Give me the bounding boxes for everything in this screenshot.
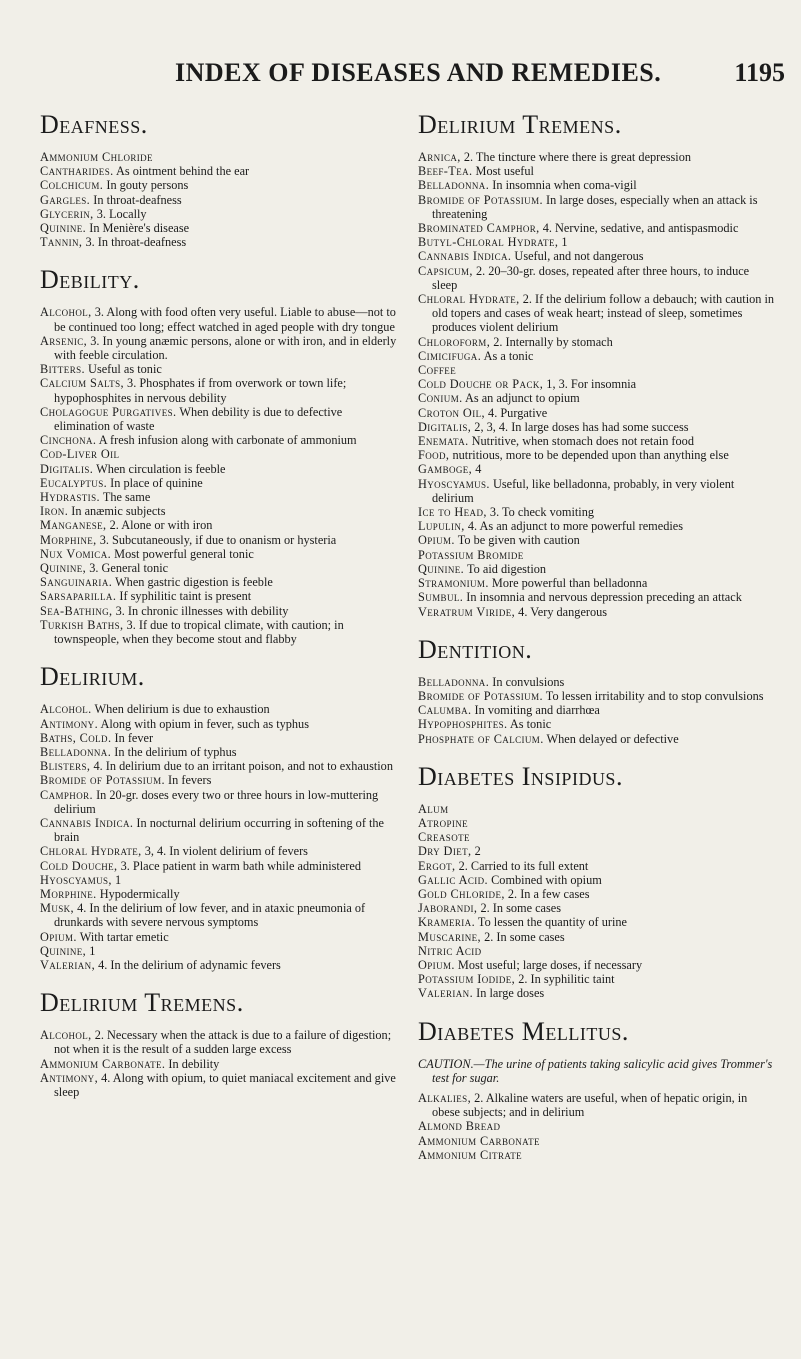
remedy-name: Digitalis, [418, 419, 472, 434]
remedy-name: Sarsaparilla. [40, 589, 117, 604]
remedy-name: Sea-Bathing, [40, 603, 113, 618]
remedy-description: 2. In syphilitic taint [515, 972, 615, 987]
remedy-entry [418, 420, 776, 434]
remedy-name: Opium. [418, 533, 455, 548]
remedy-description: 4. In delirium due to an irritant poison, and not to exhaustion [90, 759, 393, 774]
remedy-description: 2. In a few cases [504, 886, 590, 901]
remedy-description: Along with opium in fever, such as typhus [98, 716, 309, 731]
remedy-entry [40, 859, 398, 873]
remedy-name: Camphor. [40, 787, 93, 802]
remedy-entry [418, 533, 776, 547]
remedy-name: Turkish Baths, [40, 617, 124, 632]
remedy-entry [40, 575, 398, 589]
remedy-name: Cimicifuga. [418, 348, 482, 363]
remedy-name: Gold Chloride, [418, 886, 505, 901]
remedy-entry [40, 518, 398, 532]
section-heading: Delirium. [40, 662, 145, 692]
remedy-description: As an adjunct to opium [462, 391, 580, 406]
remedy-entry [418, 972, 776, 986]
remedy-name: Chloral Hydrate, [40, 844, 142, 859]
remedy-description: In Menière's disease [86, 221, 190, 236]
remedy-entry [418, 1119, 776, 1133]
remedy-name: Capsicum, [418, 263, 473, 278]
remedy-description: In large doses [473, 986, 545, 1001]
remedy-name: Bromide of Potassium. [418, 688, 543, 703]
remedy-name: Quinine, [40, 943, 87, 958]
remedy-name: Muscarine, [418, 929, 482, 944]
remedy-entry [40, 447, 398, 461]
remedy-entry [418, 816, 776, 830]
remedy-entry [418, 406, 776, 420]
remedy-entry [418, 562, 776, 576]
remedy-description: A fresh infusion along with carbonate of ammonium [96, 433, 357, 448]
remedy-name: Bromide of Potassium. [40, 773, 165, 788]
page-title: INDEX OF DISEASES AND REMEDIES. [175, 58, 662, 87]
remedy-description: In place of quinine [107, 475, 203, 490]
remedy-name: Digitalis. [40, 461, 94, 476]
remedy-description: To be given with caution [454, 533, 580, 548]
remedy-name: Belladonna. [418, 674, 490, 689]
remedy-entry [40, 816, 398, 844]
remedy-description: 3. To check vomiting [486, 505, 595, 520]
remedy-entry [40, 547, 398, 561]
remedy-entry [418, 519, 776, 533]
remedy-name: Blisters, [40, 759, 91, 774]
remedy-description: 1 [558, 235, 568, 250]
remedy-entry [418, 548, 776, 562]
remedy-entry [40, 376, 398, 404]
remedy-name: Cinchona. [40, 433, 97, 448]
remedy-description: 4. Very dangerous [515, 604, 608, 619]
remedy-entry [418, 830, 776, 844]
remedy-entry [418, 1134, 776, 1148]
remedy-name: Ammonium Carbonate [418, 1133, 540, 1148]
remedy-entry [418, 901, 776, 915]
remedy-entry [40, 1028, 398, 1056]
remedy-description: When gastric digestion is feeble [112, 575, 273, 590]
remedy-name: Valerian, [40, 957, 96, 972]
remedy-description: 1 [86, 943, 96, 958]
remedy-name: Belladonna. [418, 178, 490, 193]
remedy-entry [418, 377, 776, 391]
remedy-description: More powerful than belladonna [488, 576, 648, 591]
remedy-description: To lessen the quantity of urine [475, 915, 627, 930]
remedy-entry [418, 164, 776, 178]
remedy-name: Enemata. [418, 434, 469, 449]
remedy-name: Tannin, [40, 235, 83, 250]
remedy-entry [418, 717, 776, 731]
remedy-description: 2. Carried to its full extent [455, 858, 589, 873]
remedy-entry [40, 759, 398, 773]
remedy-name: Cannabis Indica. [418, 249, 512, 264]
remedy-entry [418, 505, 776, 519]
remedy-entry [40, 334, 398, 362]
remedy-entry [40, 788, 398, 816]
remedy-entry [40, 844, 398, 858]
remedy-entry [40, 873, 398, 887]
remedy-description: As ointment behind the ear [113, 164, 250, 179]
remedy-description: Hypodermically [96, 886, 180, 901]
remedy-name: Ammonium Citrate [418, 1147, 523, 1162]
remedy-entry [40, 944, 398, 958]
remedy-entry [40, 207, 398, 221]
remedy-description: Useful, and not dangerous [511, 249, 644, 264]
remedy-entry [418, 958, 776, 972]
index-section [418, 1016, 776, 1162]
remedy-entry [418, 873, 776, 887]
remedy-name: Ammonium Chloride [40, 150, 153, 164]
remedy-name: Coffee [418, 363, 457, 378]
remedy-description: 2. If the delirium follow a debauch; with caution in old topers and cases of weak heart; instead of sleep, sometimes produces violent delirium [432, 292, 775, 335]
remedy-name: Hyoscyamus, [40, 872, 112, 887]
remedy-description: Most powerful general tonic [111, 546, 254, 561]
remedy-name: Hypophosphites. [418, 717, 508, 732]
remedy-description: 2. The tincture where there is great depression [460, 150, 692, 164]
remedy-name: Nux Vomica. [40, 546, 112, 561]
remedy-description: In the delirium of typhus [111, 744, 237, 759]
remedy-name: Gallic Acid. [418, 872, 489, 887]
remedy-entry [40, 618, 398, 646]
section-heading: Delirium Tremens. [418, 110, 622, 139]
remedy-description: With tartar emetic [76, 929, 169, 944]
remedy-entry [40, 887, 398, 901]
remedy-entry [418, 844, 776, 858]
remedy-description: 3. Locally [93, 206, 147, 221]
remedy-entry [40, 533, 398, 547]
remedy-description: 2. Necessary when the attack is due to a failure of digestion; not when it is the result of a sudden large excess [54, 1028, 392, 1057]
remedy-name: Alcohol, [40, 305, 92, 320]
remedy-name: Phosphate of Calcium. [418, 731, 544, 746]
remedy-entry [418, 448, 776, 462]
remedy-name: Croton Oil, [418, 405, 485, 420]
remedy-description: 4. In the delirium of adynamic fevers [95, 957, 281, 972]
remedy-entry [418, 434, 776, 448]
remedy-description: Useful as tonic [84, 362, 162, 377]
remedy-entry [418, 689, 776, 703]
remedy-name: Arnica, [418, 150, 461, 164]
remedy-entry [418, 1148, 776, 1162]
remedy-description: 3. If due to tropical climate, with caution; in townspeople, when they become stout and flabby [54, 617, 344, 647]
remedy-entry [40, 362, 398, 376]
remedy-description: nutritious, more to be depended upon than anything else [449, 448, 729, 463]
remedy-name: Lupulin, [418, 519, 465, 534]
section-heading: Deafness. [40, 110, 148, 139]
page-header [40, 58, 785, 92]
remedy-name: Belladonna. [40, 744, 112, 759]
remedy-entry [40, 433, 398, 447]
remedy-entry [418, 363, 776, 377]
remedy-name: Nitric Acid [418, 943, 482, 958]
remedy-name: Quinine. [40, 221, 87, 236]
remedy-entry [40, 589, 398, 603]
remedy-name: Antimony, [40, 1070, 99, 1085]
remedy-description: 4. Nervine, sedative, and antispasmodic [539, 221, 739, 236]
remedy-name: Ergot, [418, 858, 456, 873]
remedy-name: Hyoscyamus. [418, 476, 490, 491]
remedy-entry [40, 745, 398, 759]
remedy-name: Eucalyptus. [40, 475, 108, 490]
remedy-description: The same [99, 490, 151, 505]
remedy-description: 1 [111, 872, 122, 887]
remedy-name: Alkalies, [418, 1090, 472, 1105]
index-section [40, 990, 398, 1099]
remedy-name: Morphine, [40, 532, 97, 547]
remedy-name: Food, [418, 448, 450, 463]
remedy-description: 3. Along with food often very useful. Liable to abuse—not to be continued too long; effect watched in aged people with dry tongue [54, 305, 396, 334]
remedy-entry [418, 335, 776, 349]
remedy-name: Cold Douche or Pack, [418, 377, 544, 392]
remedy-description: 3. Place patient in warm bath while administered [117, 858, 362, 873]
caution-note: CAUTION.—The urine of patients taking salicylic acid gives Trommer's test for sugar. [418, 1056, 773, 1085]
remedy-description: Combined with opium [488, 872, 602, 887]
remedy-name: Chloral Hydrate, [418, 292, 520, 307]
remedy-description: In fevers [164, 773, 212, 788]
remedy-name: Ammonium Carbonate. [40, 1056, 166, 1071]
remedy-description: 4. As an adjunct to more powerful remedies [464, 519, 684, 534]
remedy-entry [40, 773, 398, 787]
remedy-name: Baths, Cold. [40, 730, 112, 745]
section-heading: Dentition. [418, 634, 533, 664]
remedy-description: In insomnia when coma-vigil [489, 178, 637, 193]
remedy-entry [418, 477, 776, 505]
section-heading: Diabetes Mellitus. [418, 1016, 629, 1046]
index-section [40, 664, 398, 972]
remedy-description: If syphilitic taint is present [116, 589, 252, 604]
remedy-name: Ice to Head, [418, 505, 487, 520]
remedy-entry [418, 732, 776, 746]
remedy-name: Opium. [418, 957, 455, 972]
remedy-name: Alcohol. [40, 702, 92, 717]
index-section [40, 267, 398, 646]
remedy-name: Cantharides. [40, 164, 114, 179]
remedy-entry [40, 702, 398, 716]
remedy-entry [418, 221, 776, 235]
remedy-name: Chloroform, [418, 334, 491, 349]
remedy-description: 2. In some cases [477, 901, 562, 916]
remedy-description: 4. Along with opium, to quiet maniacal excitement and give sleep [54, 1070, 396, 1099]
remedy-description: In gouty persons [103, 178, 189, 193]
remedy-entry [40, 958, 398, 972]
remedy-description: 3, 4. In violent delirium of fevers [141, 844, 308, 859]
remedy-name: Brominated Camphor, [418, 221, 540, 236]
remedy-entry [40, 490, 398, 504]
remedy-entry [418, 802, 776, 816]
remedy-entry [418, 1091, 776, 1119]
remedy-name: Bromide of Potassium. [418, 192, 543, 207]
remedy-name: Iron. [40, 504, 69, 519]
remedy-entry [40, 178, 398, 192]
remedy-entry [40, 235, 398, 249]
remedy-description: 3. General tonic [86, 561, 169, 576]
section-heading: Diabetes Insipidus. [418, 761, 623, 791]
remedy-entry [40, 405, 398, 433]
page-number: 1195 [734, 58, 785, 87]
section-heading: Delirium Tremens. [40, 988, 244, 1018]
remedy-entry [418, 462, 776, 476]
remedy-description: 3. In throat-deafness [82, 235, 187, 250]
remedy-description: In debility [165, 1056, 220, 1071]
remedy-name: Gargles. [40, 192, 91, 207]
remedy-entry [40, 930, 398, 944]
remedy-description: As a tonic [481, 348, 534, 363]
remedy-description: Nutritive, when stomach does not retain food [468, 434, 694, 449]
remedy-description: When circulation is feeble [93, 461, 226, 476]
remedy-name: Butyl-Chloral Hydrate, [418, 235, 559, 250]
remedy-name: Dry Diet, [418, 844, 472, 859]
remedy-name: Cold Douche, [40, 858, 118, 873]
remedy-entry [40, 561, 398, 575]
remedy-description: In insomnia and nervous depression preceding an attack [463, 590, 742, 605]
remedy-name: Cod-Liver Oil [40, 447, 120, 462]
right-column [418, 112, 776, 1162]
remedy-entry [40, 1057, 398, 1071]
remedy-description: 2. 20–30-gr. doses, repeated after three hours, to induce sleep [432, 263, 750, 292]
remedy-name: Antimony. [40, 716, 99, 731]
remedy-name: Cholagogue Purgatives. [40, 404, 177, 419]
remedy-name: Creasote [418, 830, 470, 845]
remedy-entry [418, 264, 776, 292]
remedy-entry [418, 915, 776, 929]
remedy-entry [418, 150, 776, 164]
remedy-name: Alcohol, [40, 1028, 92, 1043]
remedy-entry [418, 249, 776, 263]
remedy-name: Quinine, [40, 561, 87, 576]
index-section [418, 761, 776, 1001]
remedy-entry [40, 731, 398, 745]
remedy-name: Sanguinaria. [40, 575, 113, 590]
remedy-entry [418, 944, 776, 958]
remedy-entry [40, 193, 398, 207]
remedy-name: Calcium Salts, [40, 376, 124, 391]
remedy-name: Opium. [40, 929, 77, 944]
remedy-name: Atropine [418, 815, 469, 830]
index-section [40, 112, 398, 249]
remedy-description: 3. Subcutaneously, if due to onanism or hysteria [96, 532, 337, 547]
remedy-description: In convulsions [489, 674, 565, 689]
remedy-description: Useful, like belladonna, probably, in very violent delirium [432, 476, 735, 505]
remedy-description: In nocturnal delirium occurring in softening of the brain [54, 815, 385, 845]
remedy-description: 3. In young anæmic persons, alone or with iron, and in elderly with feeble circulation. [54, 333, 397, 363]
remedy-entry [418, 887, 776, 901]
remedy-entry [418, 178, 776, 192]
remedy-entry [40, 462, 398, 476]
remedy-description: 1, 3. For insomnia [543, 377, 637, 392]
remedy-entry [40, 717, 398, 731]
remedy-entry [418, 576, 776, 590]
remedy-entry [40, 604, 398, 618]
remedy-description: In vomiting and diarrhœa [471, 703, 600, 718]
remedy-description: In fever [111, 730, 154, 745]
remedy-description: In throat-deafness [90, 192, 182, 207]
remedy-description: 4. In the delirium of low fever, and in ataxic pneumonia of drunkards with severe nervous symptoms [54, 901, 366, 930]
remedy-name: Conium. [418, 391, 463, 406]
remedy-entry [418, 703, 776, 717]
remedy-description: 4. Purgative [484, 405, 548, 420]
remedy-name: Beef-Tea. [418, 164, 473, 179]
remedy-name: Musk, [40, 901, 75, 916]
remedy-description: 2 [471, 844, 481, 859]
remedy-entry [418, 292, 776, 335]
remedy-name: Krameria. [418, 915, 476, 930]
remedy-entry [418, 193, 776, 221]
remedy-entry [418, 930, 776, 944]
remedy-name: Manganese, [40, 518, 107, 533]
remedy-description: 2, 3, 4. In large doses has had some success [471, 419, 689, 434]
remedy-entry [40, 901, 398, 929]
remedy-entry [40, 150, 398, 164]
remedy-description: In 20-gr. doses every two or three hours in low-muttering delirium [54, 787, 379, 816]
remedy-name: Potassium Iodide, [418, 972, 516, 987]
remedy-description: Most useful [472, 164, 534, 179]
remedy-name: Potassium Bromide [418, 547, 524, 562]
remedy-name: Morphine. [40, 886, 97, 901]
remedy-description: When delayed or defective [543, 731, 679, 746]
remedy-entry [418, 675, 776, 689]
remedy-name: Gamboge, [418, 462, 473, 477]
remedy-description: 3. Phosphates if from overwork or town life; hypophosphites in nervous debility [54, 376, 347, 405]
remedy-name: Calumba. [418, 703, 472, 718]
remedy-entry [418, 859, 776, 873]
index-section [418, 112, 776, 619]
remedy-entry [40, 476, 398, 490]
remedy-entry [40, 504, 398, 518]
remedy-description: When delirium is due to exhaustion [91, 702, 270, 717]
remedy-entry [418, 986, 776, 1000]
remedy-entry [418, 605, 776, 619]
remedy-name: Almond Bread [418, 1119, 501, 1134]
left-column [40, 112, 398, 1099]
remedy-description: 2. In some cases [481, 929, 565, 944]
remedy-description: To lessen irritability and to stop convulsions [542, 688, 764, 703]
remedy-description: To aid digestion [464, 561, 547, 576]
remedy-name: Valerian. [418, 986, 474, 1001]
remedy-name: Jaborandi, [418, 901, 478, 916]
remedy-name: Colchicum. [40, 178, 104, 193]
remedy-description: In large doses, especially when an attack is threatening [432, 192, 758, 221]
remedy-entry [40, 164, 398, 178]
remedy-name: Alum [418, 801, 449, 816]
remedy-description: When debility is due to defective elimination of waste [54, 404, 343, 434]
remedy-description: 3. In chronic illnesses with debility [112, 603, 289, 618]
remedy-name: Hydrastis. [40, 490, 100, 505]
remedy-name: Bitters. [40, 362, 85, 377]
remedy-entry [418, 349, 776, 363]
remedy-description: In anæmic subjects [68, 504, 166, 519]
remedy-name: Arsenic, [40, 333, 88, 348]
remedy-description: 2. Internally by stomach [490, 334, 613, 349]
index-section [418, 634, 776, 746]
remedy-name: Sumbul. [418, 590, 464, 605]
remedy-description: 2. Alone or with iron [106, 518, 213, 533]
remedy-name: Quinine. [418, 561, 465, 576]
remedy-entry [40, 1071, 398, 1099]
remedy-entry [40, 305, 398, 333]
remedy-entry [418, 235, 776, 249]
remedy-description: 4 [472, 462, 482, 477]
remedy-name: Glycerin, [40, 206, 94, 221]
remedy-description: As tonic [507, 717, 552, 732]
remedy-entry [418, 590, 776, 604]
remedy-name: Cannabis Indica. [40, 815, 134, 830]
remedy-description: 2. Alkaline waters are useful, when of hepatic origin, in obese subjects; and in delirium [432, 1090, 748, 1120]
section-heading: Debility. [40, 265, 140, 295]
remedy-entry [40, 221, 398, 235]
remedy-name: Veratrum Viride, [418, 604, 516, 619]
remedy-name: Stramonium. [418, 576, 489, 591]
remedy-entry [418, 391, 776, 405]
remedy-description: Most useful; large doses, if necessary [454, 957, 643, 972]
